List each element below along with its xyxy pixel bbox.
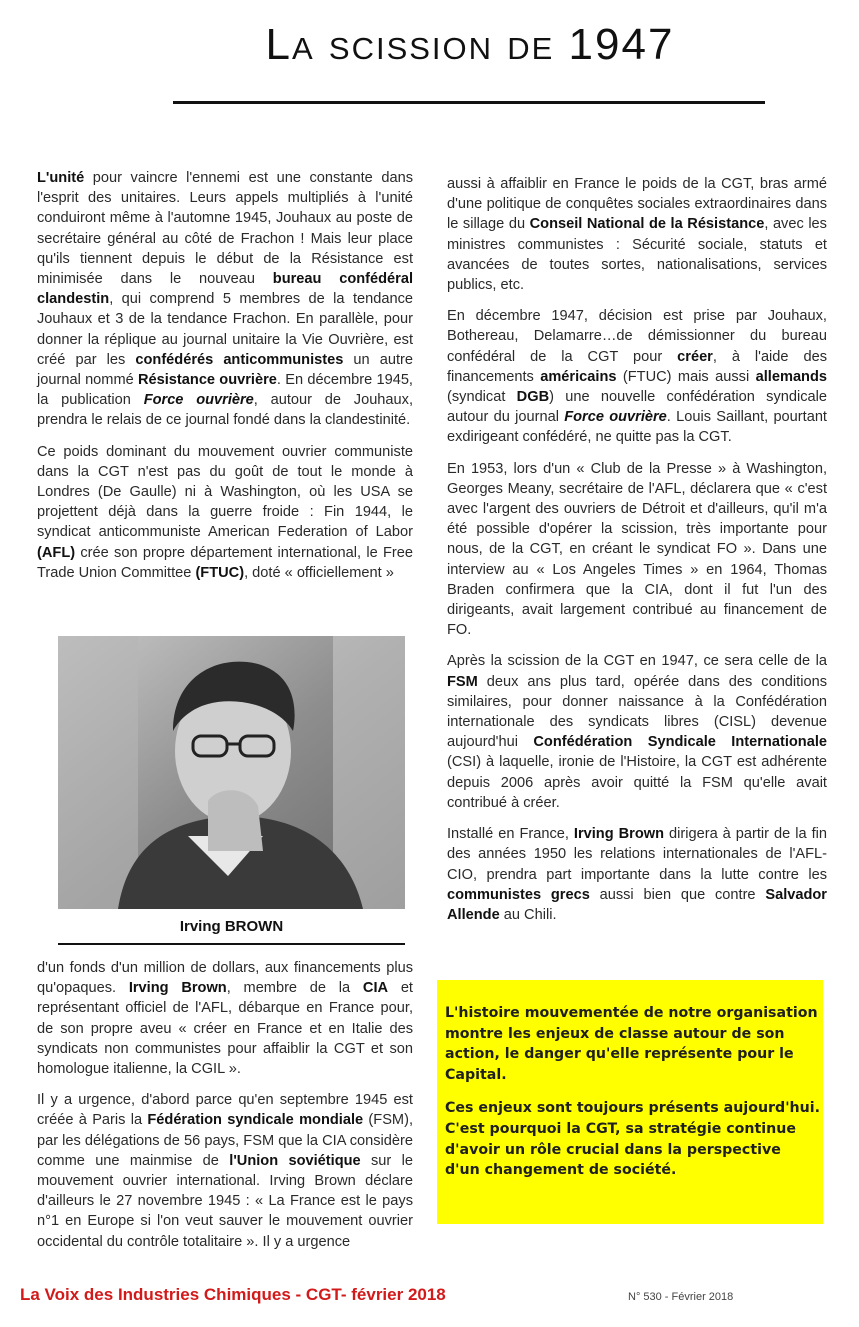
body-text: (FTUC) mais aussi xyxy=(616,368,756,385)
emphasis-text: l'Union soviétique xyxy=(229,1152,361,1169)
body-text: aussi bien que contre xyxy=(589,886,766,903)
body-text: , autour de Jouhaux, prendra le relais de ce journal fondé dans la clandestinité. xyxy=(37,392,414,429)
emphasis-text: américains xyxy=(540,368,617,385)
body-text: pour vaincre l'ennemi est une constante dans l'esprit des unitaires. Leurs appels multipliés à l'unité conduiront même à l'automne 1945, Jouhaux au poste de secrétaire général au côté de Frachon ! Mais leur place qu'ils tiennent depuis le début de la Résistance est minimisée dans le nouveau xyxy=(37,170,413,288)
body-text: , membre de la xyxy=(226,980,363,997)
body-text: Installé en France, xyxy=(447,826,574,843)
emphasis-text: bureau confédéral clandestin xyxy=(37,271,414,308)
emphasis-text: FSM xyxy=(447,673,478,690)
emphasis-text: Conseil National de la Résistance xyxy=(529,216,765,233)
emphasis-text: Irving Brown xyxy=(573,826,665,843)
callout-paragraph: Ces enjeux sont toujours présents aujourd'hui. C'est pourquoi la CGT, sa stratégie continue d'avoir un rôle crucial dans la perspective d'un changement de société. xyxy=(445,1100,820,1179)
emphasis-text: communistes grecs xyxy=(447,886,590,903)
body-text: , qui comprend 5 membres de la tendance Jouhaux et 3 de la tendance Frachon. En parallèle, pour donner la réplique au journal unitaire la Vie Ouvrière, est créé par les xyxy=(37,291,413,368)
body-text: , doté « officiellement » xyxy=(244,564,394,581)
emphasis-text: L'unité xyxy=(37,170,85,186)
body-text: et représentant officiel de l'AFL, débarque en France pour, de son propre aveu « créer en France et en Italie des syndicats non communistes pour affaiblir la CGT et son homologue italienne, la CGIL ». xyxy=(37,980,413,1078)
emphasis-text: (FTUC) xyxy=(195,564,245,581)
emphasis-text: créer xyxy=(677,348,713,365)
body-text: d'un fonds d'un million de dollars, aux financements plus qu'opaques. xyxy=(37,960,413,997)
emphasis-text: Confédération Syndicale Internationale xyxy=(533,734,827,751)
paragraph xyxy=(37,168,413,431)
column-left-bottom xyxy=(37,958,413,1263)
body-text: Ce poids dominant du mouvement ouvrier communiste dans la CGT n'est pas du goût de tout le monde à Londres (De Gaulle) ni à Washington, où les USA se projettent déjà dans la guerre froide : Fin 1944, le syndicat anticommuniste American Federation of Labor xyxy=(37,443,413,541)
body-text: . En décembre 1945, la publication xyxy=(37,372,413,409)
body-text: (syndicat xyxy=(447,389,517,406)
callout-paragraph: L'histoire mouvementée de notre organisation montre les enjeux de classe autour de son action, le danger qu'elle représente pour le Capital. xyxy=(445,1005,818,1083)
body-text: , avec les ministres communistes : Sécurité sociale, statuts et avancées de toutes sortes, nationalisations, services publics, etc. xyxy=(447,216,827,294)
body-text: , à l'aide des financements xyxy=(447,348,827,385)
body-text: (CSI) à laquelle, ironie de l'Histoire, la CGT est adhérente depuis 2006 après avoir quitté la FSM qu'elle avait contribué à créer. xyxy=(447,754,827,811)
body-text: Après la scission de la CGT en 1947, ce sera celle de la xyxy=(447,653,827,670)
emphasis-text: Force ouvrière xyxy=(564,409,667,426)
emphasis-text: Force ouvrière xyxy=(143,392,254,409)
emphasis-text: Irving Brown xyxy=(128,980,227,997)
paragraph xyxy=(447,459,827,641)
body-text: ) une nouvelle confédération syndicale autour du journal xyxy=(447,389,828,426)
emphasis-text: Salvador Allende xyxy=(447,886,827,923)
paragraph xyxy=(447,651,827,813)
paragraph xyxy=(37,442,413,583)
emphasis-text: confédérés anticommunistes xyxy=(135,351,344,368)
body-text: dirigera à partir de la fin des années 1950 les relations internationales de l'AFL-CIO, prendra part importante dans la lutte contre les xyxy=(447,826,827,883)
body-text: crée son propre département international, le Free Trade Union Committee xyxy=(37,544,413,581)
page-title: La scission de 1947 xyxy=(265,20,675,69)
footer-publication: La Voix des Industries Chimiques - CGT- février 2018 xyxy=(20,1285,446,1304)
body-text: . Louis Saillant, pourtant exdirigeant confédéré, ne quitte pas la CGT. xyxy=(447,409,827,446)
footer-issue: N° 530 - Février 2018 xyxy=(628,1291,734,1303)
body-text: Il y a urgence, d'abord parce qu'en septembre 1945 est créée à Paris la xyxy=(37,1092,413,1129)
body-text: En décembre 1947, décision est prise par Jouhaux, Bothereau, Delamarre…de démissionner du bureau confédéral de la CGT pour xyxy=(447,308,827,365)
photo-caption: Irving BROWN xyxy=(179,918,284,935)
paragraph xyxy=(37,958,413,1079)
body-text: En 1953, lors d'un « Club de la Presse » à Washington, Georges Meany, secrétaire de l'AFL, déclarera que « c'est avec l'argent des ouvriers de Détroit et d'ailleurs, qu'il m'a été possible d'opérer la scission, très importante pour nous, de la CGT, en créant le syndicat FO ». Dans une interview au « Los Angeles Times » en 1964, Thomas Braden confirmera que la CIA, dont il fut l'un des dirigeants, avait largement contribué au financement de FO. xyxy=(447,460,827,639)
emphasis-text: Résistance ouvrière xyxy=(137,372,277,389)
body-text: sur le mouvement ouvrier international. Irving Brown déclare d'ailleurs le 27 novembre 1945 : « La France est le pays n°1 en Europe si l'on veut sauver le mouvement ouvrier occidental du contrôle totalitaire ». Il y a urgence xyxy=(37,1152,413,1250)
emphasis-text: DGB xyxy=(516,389,550,406)
title-divider xyxy=(173,101,765,104)
body-text: un autre journal nommé xyxy=(37,351,413,389)
portrait-photo xyxy=(58,636,405,909)
callout-text xyxy=(445,1003,820,1194)
paragraph xyxy=(447,174,827,295)
column-right xyxy=(447,174,827,936)
body-text: au Chili. xyxy=(499,906,557,923)
body-text: aussi à affaiblir en France le poids de la CGT, bras armé d'une politique de conquêtes sociales extraordinaires dans le sillage du xyxy=(447,176,827,233)
column-left-top xyxy=(37,168,413,594)
body-text: deux ans plus tard, opérée dans des conditions similaires, pour donner naissance à la Confédération internationale des syndicats libres (CISL) devenue aujourd'hui xyxy=(447,673,827,751)
paragraph xyxy=(447,824,827,925)
emphasis-text: allemands xyxy=(755,368,828,385)
paragraph xyxy=(447,306,827,447)
body-text: (FSM), par les délégations de 56 pays, FSM que la CIA considère comme une mainmise de xyxy=(37,1112,414,1169)
paragraph xyxy=(37,1090,413,1252)
emphasis-text: (AFL) xyxy=(37,544,76,561)
emphasis-text: CIA xyxy=(362,980,389,997)
emphasis-text: Fédération syndicale mondiale xyxy=(147,1112,364,1129)
caption-divider xyxy=(58,943,405,945)
